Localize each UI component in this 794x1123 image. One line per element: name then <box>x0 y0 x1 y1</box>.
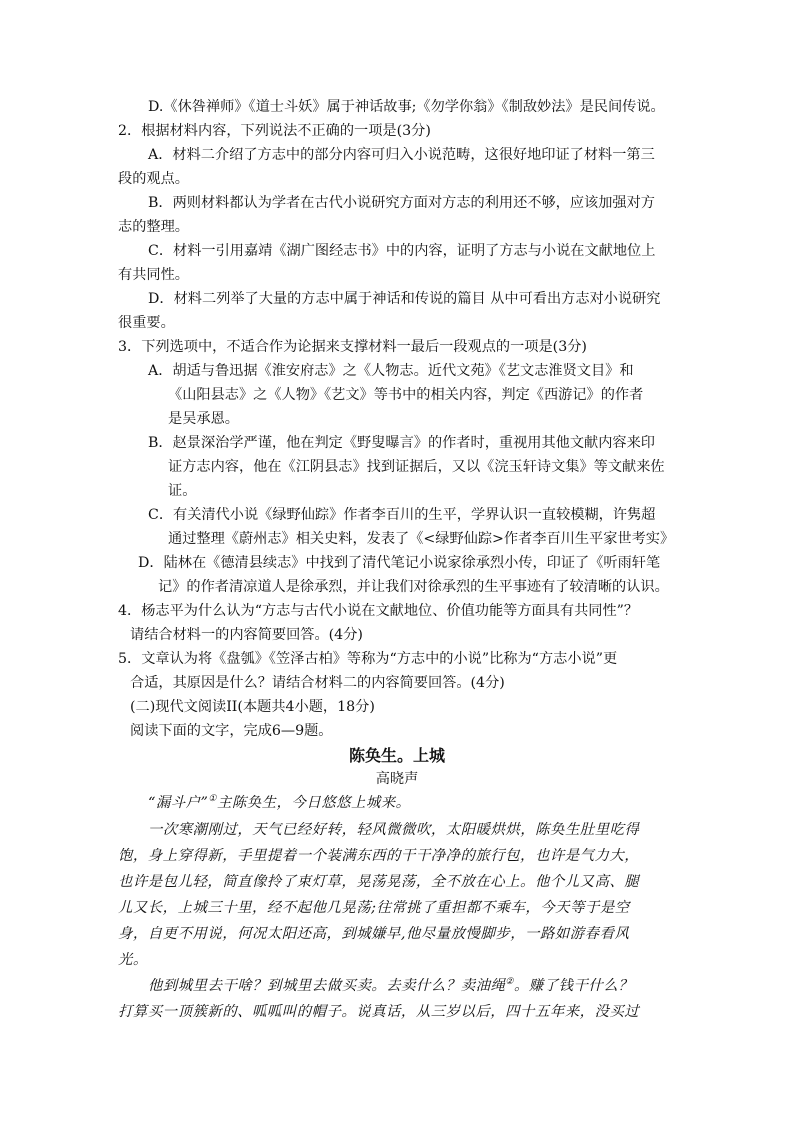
story-p3-post: 。赚了钱干什么？ <box>513 978 634 994</box>
question-4: 4．杨志平为什么认为“方志与古代小说在文献地位、价值功能等方面具有共同性”？ <box>118 603 639 619</box>
story-title: 陈奂生。上城 <box>348 746 445 765</box>
section-heading: (二)现代文阅读II(本题共4小题，18分) <box>130 699 375 715</box>
question-4-cont: 请结合材料一的内容简要回答。(4分) <box>130 627 363 643</box>
q3-option-b-cont2: 证。 <box>168 483 197 499</box>
story-p2-line-5: 身，自更不用说，何况太阳还高，到城嫌早,他尽量放慢脚步，一路如游春看风 <box>118 926 630 942</box>
question-2: 2．根据材料内容，下列说法不正确的一项是(3分) <box>118 123 431 139</box>
q2-option-c: C．材料一引用嘉靖《湖广图经志书》中的内容，证明了方志与小说在文献地位上 <box>148 243 656 259</box>
q2-option-b: B．两则材料都认为学者在古代小说研究方面对方志的利用还不够，应该加强对方 <box>148 195 655 211</box>
question-5-cont: 合适，其原因是什么？请结合材料二的内容简要回答。(4分) <box>130 675 505 691</box>
footnote-1-marker: ① <box>208 794 217 805</box>
q3-option-b-cont1: 证方志内容，他在《江阴县志》找到证据后，又以《浣玉轩诗文集》等文献来佐 <box>168 459 665 475</box>
story-p2-line-1: 一次寒潮刚过，天气已经好转，轻风微微吹，太阳暖烘烘，陈奂生肚里吃得 <box>148 822 640 838</box>
story-p2-line-6: 光。 <box>118 952 148 968</box>
q2-option-b-cont: 志的整理。 <box>118 219 189 235</box>
story-p2-line-4: 儿又长，上城三十里，经不起他几晃荡;往常挑了重担都不乘车，今天等于是空 <box>118 900 630 916</box>
q2-option-d-cont: 很重要。 <box>118 315 175 331</box>
footnote-2-marker: ② <box>505 977 514 988</box>
option-d-q1: D.《休咎禅师》《道士斗妖》属于神话故事;《勿学你翁》《制敌妙法》是民间传说。 <box>148 99 665 115</box>
q2-option-a: A．材料二介绍了方志中的部分内容可归入小说范畴，这很好地印证了材料一第三 <box>148 147 655 163</box>
reading-instruction: 阅读下面的文字，完成6—9题。 <box>130 723 333 739</box>
q2-option-a-cont: 段的观点。 <box>118 171 189 187</box>
story-p3-line-2: 打算买一顶簇新的、呱呱叫的帽子。说真话，从三岁以后，四十五年来，没买过 <box>118 1004 640 1020</box>
q3-option-c-cont: 通过整理《蔚州志》相关史料，发表了《<绿野仙踪>作者李百川生平家世考实》 <box>168 531 675 547</box>
q3-option-a-cont1: 《山阳县志》之《人物》《艺文》等书中的相关内容，判定《西游记》的作者 <box>168 387 644 403</box>
story-p3-line-1 <box>148 976 633 996</box>
q3-option-a: A．胡适与鲁迅据《淮安府志》之《人物志。近代文苑》《艺文志淮贤文目》和 <box>148 363 634 379</box>
question-3: 3．下列选项中，不适合作为论据来支撑材料一最后一段观点的一项是(3分) <box>118 339 587 355</box>
story-p2-line-3: 也许是包儿轻，简直像拎了束灯草，晃荡晃荡，全不放在心上。他个儿又高、腿 <box>118 874 640 890</box>
story-p1-pre: “漏斗户” <box>148 795 209 811</box>
q3-option-b: B．赵景深治学严谨，他在判定《野叟曝言》的作者时，重视用其他文献内容来印 <box>148 435 655 451</box>
story-p3-pre: 他到城里去干啥？到城里去做买卖。去卖什么？卖油绳 <box>148 978 506 994</box>
q3-option-d: D．陆林在《德清县续志》中找到了清代笔记小说家徐承烈小传，印证了《听雨轩笔 <box>138 555 661 571</box>
q3-option-c: C．有关清代小说《绿野仙踪》作者李百川的生平，学界认识一直较模糊，许隽超 <box>148 507 656 523</box>
story-p2-line-2: 饱，身上穿得新，手里提着一个装满东西的干干净净的旅行包，也许是气力大， <box>118 848 640 864</box>
story-p1-post: 主陈奂生，今日悠悠上城来。 <box>216 795 411 811</box>
question-5: 5．文章认为将《盘瓠》《笠泽古柏》等称为“方志中的小说”比称为“方志小说”更 <box>118 651 618 667</box>
story-author: 高晓声 <box>375 771 419 787</box>
q2-option-c-cont: 有共同性。 <box>118 267 189 283</box>
story-paragraph-1 <box>148 793 411 813</box>
q2-option-d: D．材料二列举了大量的方志中属于神话和传说的篇目 从中可看出方志对小说研究 <box>148 291 661 307</box>
q3-option-a-cont2: 是吴承恩。 <box>168 411 239 427</box>
q3-option-d-cont: 记》的作者清凉道人是徐承烈，并让我们对徐承烈的生平事迹有了较清晰的认识。 <box>158 579 669 595</box>
